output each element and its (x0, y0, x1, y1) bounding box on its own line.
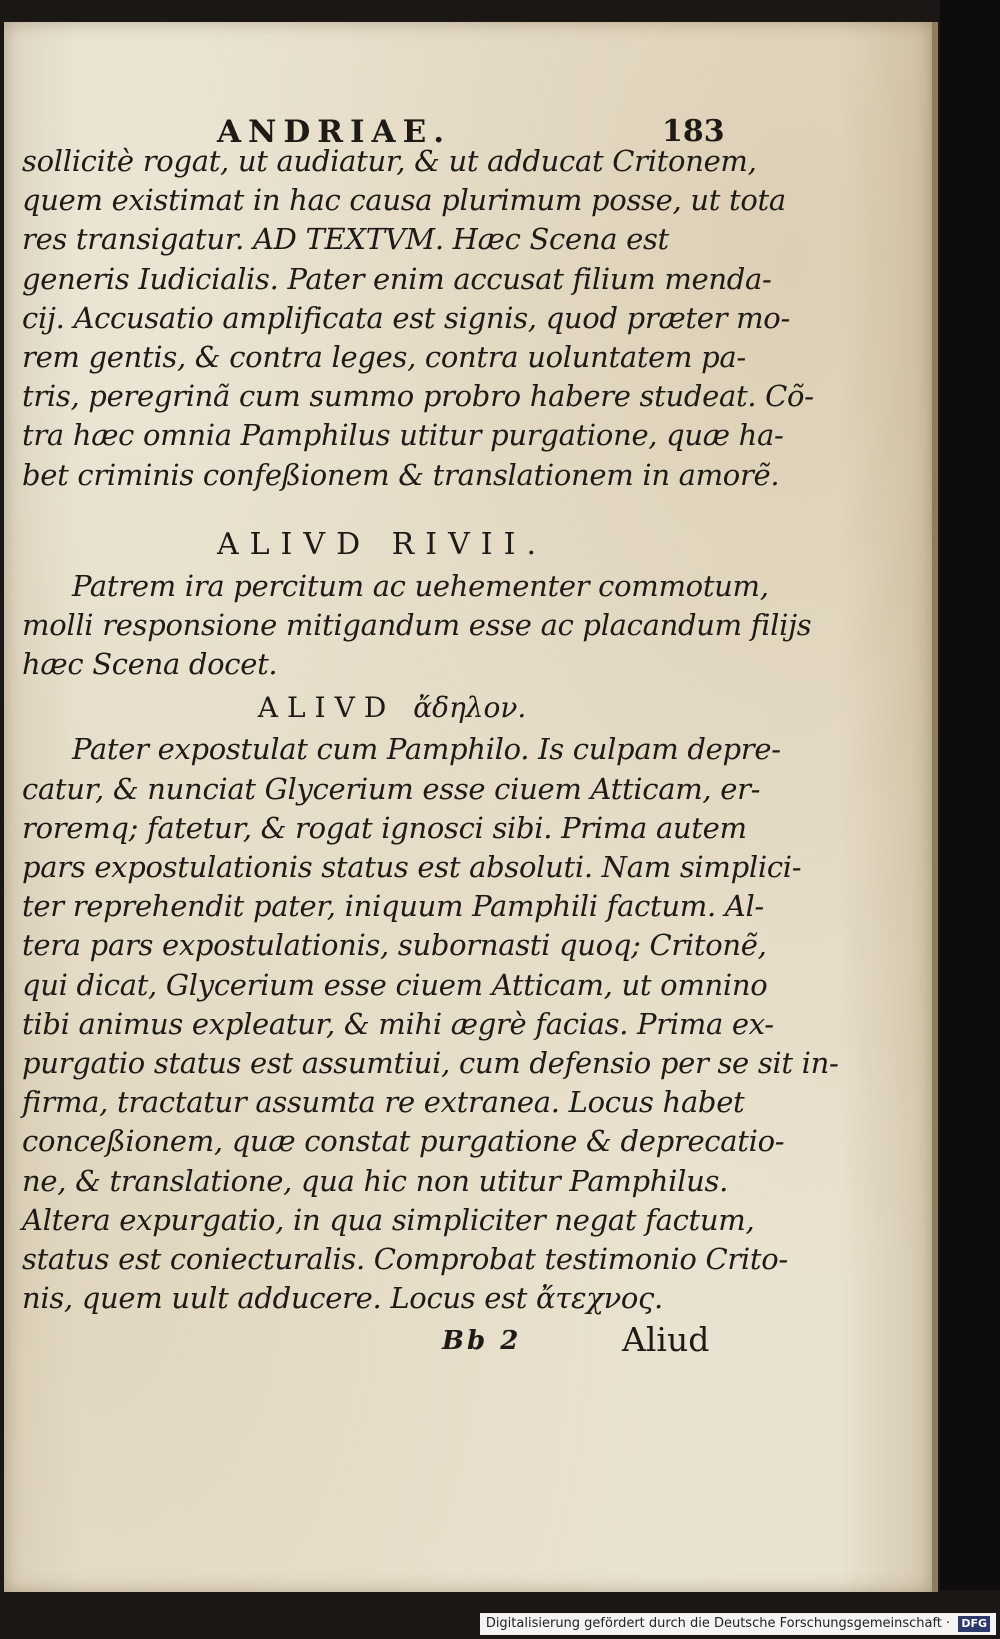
page-header (22, 92, 725, 150)
paragraph-line: pars expostulationis status est absoluti. Nam simplici- (22, 850, 802, 885)
paragraph-line: Altera expurgatio, in qua simpliciter negat factum, (22, 1202, 755, 1237)
text-block (22, 92, 839, 1370)
paragraph-line: tra hæc omnia Pamphilus utitur purgatione, quæ ha- (22, 418, 784, 453)
heading-greek-word: ἄδηλον. (413, 691, 527, 725)
paragraph-line: bet criminis confeßionem & translationem in amorẽ. (22, 457, 780, 492)
paragraph-line: res transigatur. AD TEXTVM. Hæc Scena est (22, 222, 669, 257)
running-head: ANDRIAE. (217, 114, 452, 150)
paragraph-line: conceßionem, quæ constat purgatione & deprecatio- (22, 1124, 785, 1159)
credit-text: Digitalisierung gefördert durch die Deutsche Forschungsgemeinschaft · (485, 1616, 951, 1631)
paragraph-line: generis Iudicialis. Pater enim accusat filium menda- (22, 261, 772, 296)
paragraph-line: tibi animus expleatur, & mihi ægrè facias. Prima ex- (22, 1006, 774, 1041)
paragraph-line: tera pars expostulationis, subornasti quoq; Critonẽ, (22, 928, 767, 963)
paragraph-line: quem existimat in hac causa plurimum posse, ut tota (22, 183, 786, 218)
paragraph-summary (22, 142, 814, 495)
paragraph-rivius (22, 567, 812, 685)
section-heading-aliud-rivii: ALIVD RIVII. (216, 526, 548, 562)
signature-mark: Bb 2 (442, 1326, 522, 1357)
book-page (4, 22, 938, 1592)
paragraph-line: ter reprehendit pater, iniquum Pamphili factum. Al- (22, 889, 764, 924)
paragraph-line: nis, quem uult adducere. Locus est ἄτεχνος. (22, 1281, 663, 1316)
paragraph-line: status est coniecturalis. Comprobat testimonio Crito- (22, 1242, 788, 1277)
paragraph-line: molli responsione mitigandum esse ac placandum filijs (22, 608, 812, 643)
digitization-credit (480, 1613, 996, 1635)
page-footer-marks (22, 1320, 722, 1370)
dfg-logo-icon: DFG (958, 1616, 990, 1632)
section-heading-aliud-adelon (22, 688, 722, 728)
paragraph-line: hæc Scena docet. (22, 647, 278, 682)
paragraph-line: ne, & translatione, qua hic non utitur Pamphilus. (22, 1163, 728, 1198)
heading-label: ALIVD (257, 691, 396, 725)
page-number: 183 (662, 114, 725, 149)
paragraph-line: sollicitè rogat, ut audiatur, & ut adducat Critonem, (22, 144, 757, 178)
paragraph-line: catur, & nunciat Glycerium esse ciuem Atticam, er- (22, 771, 761, 806)
paragraph-line: rem gentis, & contra leges, contra uoluntatem pa- (22, 340, 746, 375)
paragraph-line: firma, tractatur assumta re extranea. Locus habet (22, 1085, 745, 1120)
paragraph-line: roremq; fatetur, & rogat ignosci sibi. Prima autem (22, 810, 747, 845)
paragraph-line: qui dicat, Glycerium esse ciuem Atticam, ut omnino (22, 967, 768, 1002)
paragraph-line: purgatio status est assumtiui, cum defensio per se sit in- (22, 1046, 839, 1081)
paragraph-line: Patrem ira percitum ac uehementer commotum, (72, 568, 769, 603)
paragraph-commentary (22, 730, 839, 1318)
book-spine-shadow (940, 0, 1000, 1590)
paragraph-line: Pater expostulat cum Pamphilo. Is culpam depre- (72, 732, 781, 767)
catchword: Aliud (622, 1320, 710, 1360)
paragraph-line: cij. Accusatio amplificata est signis, quod præter mo- (22, 300, 790, 335)
paragraph-line: tris, peregrinã cum summo probro habere studeat. Cõ- (22, 379, 814, 414)
